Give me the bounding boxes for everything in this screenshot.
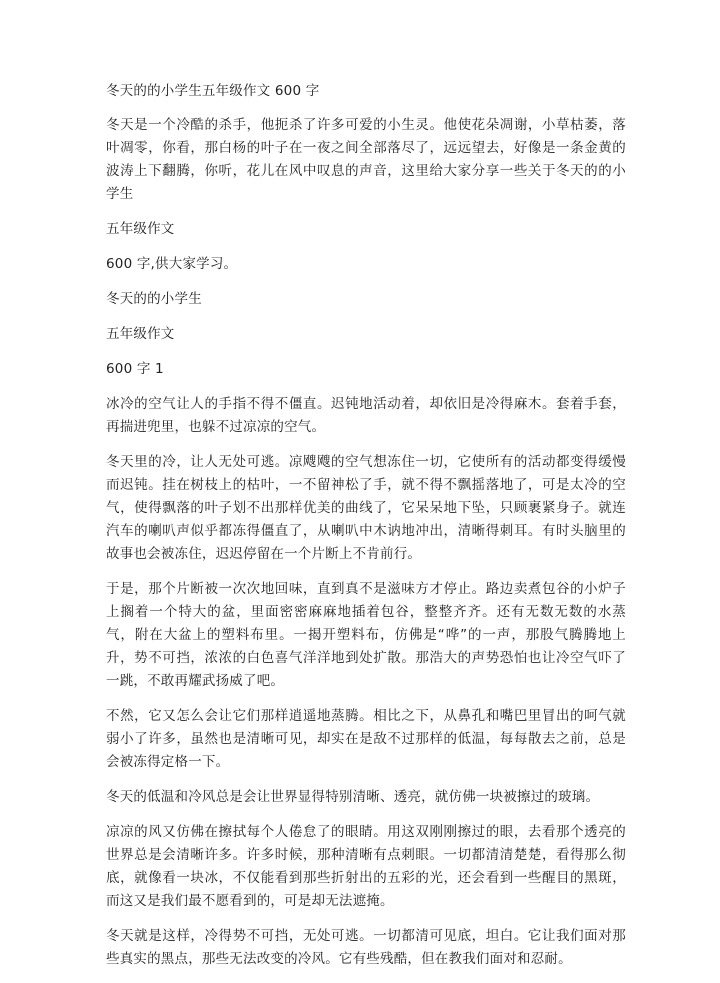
paragraph-body-6: 凉凉的风又仿佛在擦拭每个人倦怠了的眼睛。用这双刚刚擦过的眼，去看那个透亮的世界总是会清晰许多。许多时候，那种清晰有点刺眼。一切都清清楚楚，看得那么彻底，就像看一块冰，不仅能看到那些折射出的五彩的光，还会看到一些醒目的黑斑，而这又是我们最不愿看到的，可是却无法遮掩。 xyxy=(106,824,626,909)
paragraph-body-1: 冰冷的空气让人的手指不得不僵直。迟钝地活动着，却依旧是冷得麻木。套着手套，再揣进兜里，也躲不过凉凉的空气。 xyxy=(106,396,626,435)
paragraph-grade-label-2: 五年级作文 xyxy=(106,326,175,342)
paragraph-body-7: 冬天就是这样，冷得势不可挡，无处可逃。一切都清可见底，坦白。它让我们面对那些真实的黑点，那些无法改变的冷风。它有些残酷，但在教我们面对和忍耐。 xyxy=(106,928,626,967)
paragraph-body-4: 不然，它又怎么会让它们那样逍遥地蒸腾。相比之下，从鼻孔和嘴巴里冒出的呵气就弱小了许多，虽然也是清晰可见，却实在是敌不过那样的低温，每每散去之前，总是会被冻得定格一下。 xyxy=(106,708,626,770)
document-page xyxy=(106,80,626,983)
paragraph-word-count-note: 600 字,供大家学习。 xyxy=(106,256,238,272)
paragraph-body-3: 于是，那个片断被一次次地回味，直到真不是滋味方才停止。路边卖煮包谷的小炉子上搁着一个特大的盆，里面密密麻麻地插着包谷，整整齐齐。还有无数无数的水蒸气，附在大盆上的塑料布里。一揭开塑料布，仿佛是“哗”的一声，那股气腾腾地上升，势不可挡，浓浓的白色喜气洋洋地到处扩散。那浩大的声势恐怕也让冷空气吓了一跳，不敢再耀武扬威了吧。 xyxy=(106,581,626,689)
paragraph-grade-label: 五年级作文 xyxy=(106,221,175,237)
paragraph-intro: 冬天是一个冷酷的杀手，他扼杀了许多可爱的小生灵。他使花朵凋谢，小草枯萎，落叶凋零，你看，那白杨的叶子在一夜之间全部落尽了，远远望去，好像是一条金黄的波涛上下翻腾，你听，花儿在风中叹息的声音，这里给大家分享一些关于冬天的的小学生 xyxy=(106,117,626,202)
paragraph-essay-number: 600 字 1 xyxy=(106,361,164,377)
paragraph-body-5: 冬天的低温和冷风总是会让世界显得特别清晰、透亮，就仿佛一块被擦过的玻璃。 xyxy=(106,789,600,805)
document-title: 冬天的的小学生五年级作文 600 字 xyxy=(106,83,320,99)
paragraph-subtitle: 冬天的的小学生 xyxy=(106,291,202,307)
paragraph-body-2: 冬天里的冷，让人无处可逃。凉飕飕的空气想冻住一切，它使所有的活动都变得缓慢而迟钝。挂在树枝上的枯叶，一不留神松了手，就不得不飘摇落地了，可是太冷的空气，使得飘落的叶子划不出那样优美的曲线了，它呆呆地下坠，只顾裹紧身子。就连汽车的喇叭声似乎都冻得僵直了，从喇叭中木讷地冲出，清晰得刺耳。有时头脑里的故事也会被冻住，迟迟停留在一个片断上不肯前行。 xyxy=(106,454,626,562)
